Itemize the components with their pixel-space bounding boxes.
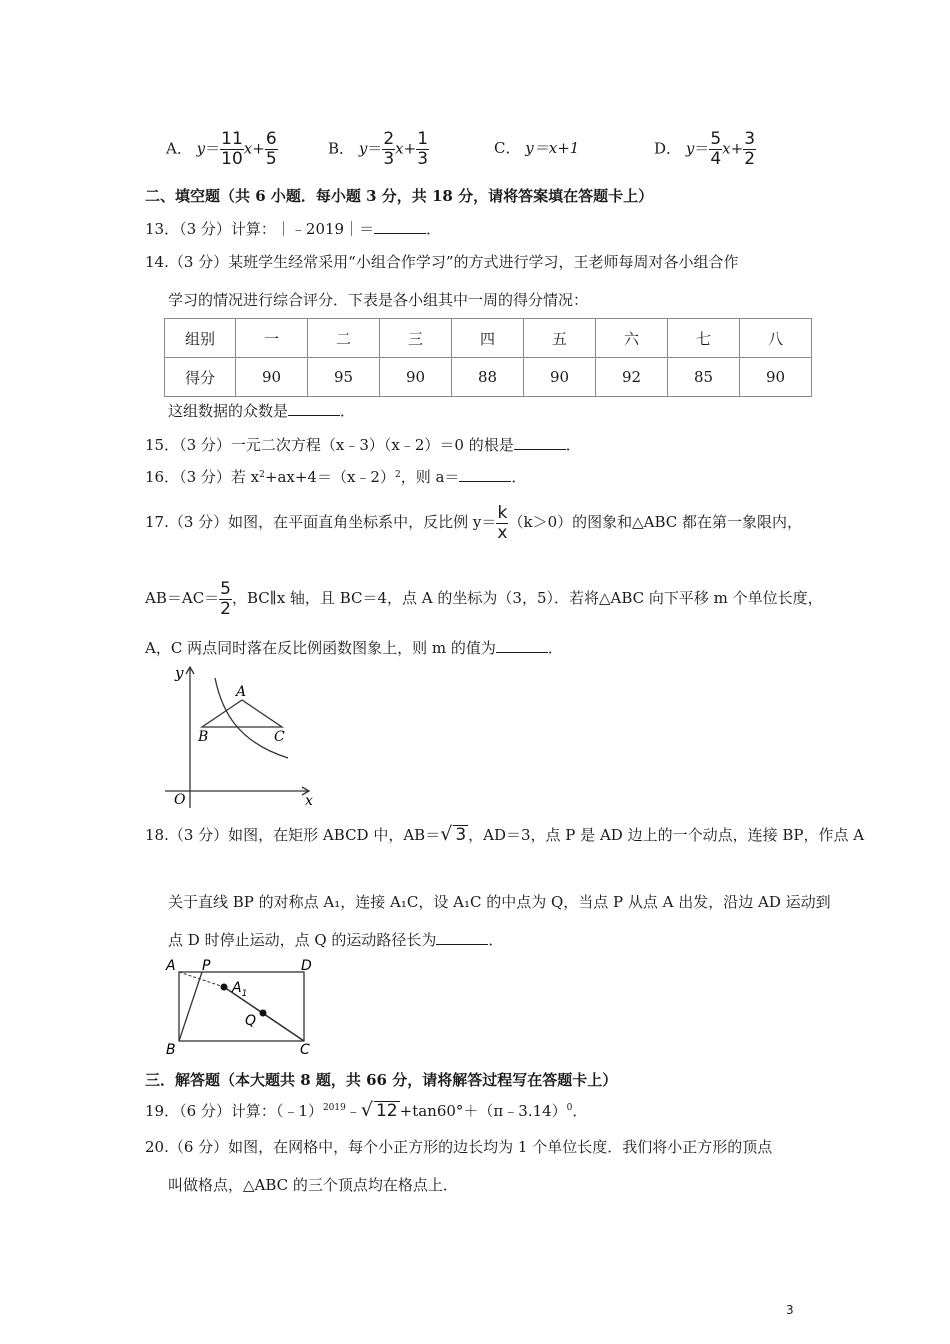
- label-c: C: [274, 729, 285, 745]
- answer-blank: [459, 467, 511, 482]
- triangle-abc: [202, 700, 282, 727]
- table-cell: 五: [524, 319, 596, 358]
- table-cell: 92: [596, 358, 668, 397]
- question-19: 19．（6 分）计算：（﹣1）$^{2019}$﹣√ 12 +tan60°＋（π﹣3.14）$^0$．: [145, 1099, 588, 1121]
- label-a: A: [166, 958, 176, 974]
- question-14-line-2: 学习的情况进行综合评分．下表是各小组其中一周的得分情况：: [168, 291, 589, 309]
- table-header-row: [165, 319, 812, 358]
- table-cell: 88: [452, 358, 524, 397]
- section-heading-fill-blank: 二、填空题（共 6 小题．每小题 3 分，共 18 分，请将答案填在答题卡上）: [145, 187, 654, 205]
- question-17-line-1: 17.（3 分）如图，在平面直角坐标系中，反比例 y＝ $\frac{k}{x}$ （k＞0）的图象和△ABC 都在第一象限内，: [145, 502, 803, 543]
- fraction: $\frac{1}{3}$: [417, 129, 429, 169]
- question-17-line-3: A，C 两点同时落在反比例函数图象上，则 m 的值为 ．: [145, 639, 563, 657]
- fraction: $\frac{k}{x}$: [497, 502, 508, 543]
- question-14-line-1: 14.（3 分）某班学生经常采用“小组合作学习”的方式进行学习，王老师每周对各小组合作: [145, 253, 739, 271]
- score-table: [164, 318, 812, 397]
- label-y: y: [175, 664, 184, 682]
- label-d: D: [301, 958, 312, 974]
- table-cell: 90: [380, 358, 452, 397]
- answer-blank: [436, 930, 488, 945]
- fraction: $\frac{5}{2}$: [220, 578, 231, 619]
- question-15: 15．（3 分）一元二次方程（x﹣3）（x﹣2）＝0 的根是 ．: [145, 436, 581, 454]
- question-18-line-2: 关于直线 BP 的对称点 A₁，连接 A₁C，设 A₁C 的中点为 Q，当点 P 从点 A 出发，沿边 AD 运动到: [168, 893, 831, 911]
- table-cell: 四: [452, 319, 524, 358]
- fraction: $\frac{3}{2}$: [744, 129, 756, 169]
- table-row: [165, 358, 812, 397]
- label-o: O: [174, 792, 186, 808]
- label-q: Q: [245, 1013, 257, 1029]
- figure-rectangle-abcd: [160, 955, 320, 1057]
- option-a: A． y＝ $\frac{11}{10}$ x+ $\frac{6}{5}$: [166, 129, 277, 169]
- label-p: P: [202, 958, 211, 974]
- radical-sign: √: [440, 823, 453, 845]
- segment-bp: [179, 972, 202, 1041]
- option-c: C． y＝x+1: [494, 139, 580, 157]
- hyperbola-curve: [215, 678, 288, 758]
- fraction: $\frac{6}{5}$: [265, 129, 277, 169]
- fraction: $\frac{11}{10}$: [221, 129, 243, 169]
- table-cell: 二: [308, 319, 380, 358]
- answer-blank: [496, 638, 548, 653]
- question-20-line-2: 叫做格点，△ABC 的三个顶点均在格点上．: [168, 1176, 458, 1194]
- fraction: $\frac{5}{4}$: [710, 129, 722, 169]
- answer-blank: [374, 219, 426, 234]
- label-a1: $A_1$: [232, 980, 248, 999]
- page-number: 3: [786, 1303, 794, 1317]
- table-cell: 90: [236, 358, 308, 397]
- label-b: B: [166, 1042, 176, 1057]
- label-b: B: [198, 729, 209, 745]
- label-a: A: [236, 684, 247, 700]
- answer-blank: [514, 435, 566, 450]
- table-cell: 六: [596, 319, 668, 358]
- option-d: D． y＝ $\frac{5}{4}$ x+ $\frac{3}{2}$: [654, 129, 756, 169]
- section-heading-solve: 三．解答题（本大题共 8 题，共 66 分，请将解答过程写在答题卡上）: [145, 1071, 618, 1089]
- table-cell: 三: [380, 319, 452, 358]
- question-13: 13．（3 分）计算：｜﹣2019｜＝ ．: [145, 220, 442, 238]
- table-cell: 八: [740, 319, 812, 358]
- radical-sign: √: [360, 1099, 373, 1121]
- figure-inverse-function: [160, 660, 320, 810]
- point-q: [260, 1010, 267, 1017]
- question-18-line-1: 18.（3 分）如图，在矩形 ABCD 中，AB＝√ 3 ，AD＝3，点 P 是 AD 边上的一个动点，连接 BP，作点 A: [145, 823, 865, 845]
- fraction: $\frac{2}{3}$: [383, 129, 395, 169]
- question-16: 16．（3 分）若 $x^2+ax+4=(x﹣2)^2$，则 a＝ ．: [145, 468, 527, 486]
- question-18-line-3: 点 D 时停止运动，点 Q 的运动路径长为 ．: [168, 931, 504, 949]
- question-17-line-2: AB＝AC＝ $\frac{5}{2}$ ，BC∥x 轴，且 BC＝4，点 A 的坐标为（3，5）．若将△ABC 向下平移 m 个单位长度，: [145, 578, 823, 619]
- table-cell: 85: [668, 358, 740, 397]
- table-cell: 得分: [165, 358, 236, 397]
- option-b: B． y＝ $\frac{2}{3}$ x+ $\frac{1}{3}$: [328, 129, 429, 169]
- table-cell: 七: [668, 319, 740, 358]
- answer-blank: [288, 401, 340, 416]
- table-cell: 90: [740, 358, 812, 397]
- label-c: C: [300, 1042, 310, 1057]
- table-cell: 一: [236, 319, 308, 358]
- table-cell: 组别: [165, 319, 236, 358]
- question-20-line-1: 20.（6 分）如图，在网格中，每个小正方形的边长均为 1 个单位长度．我们将小正方形的顶点: [145, 1138, 773, 1156]
- question-14-line-3: 这组数据的众数是 ．: [168, 402, 356, 420]
- point-a1: [221, 984, 228, 991]
- label-x: x: [305, 793, 313, 809]
- table-cell: 95: [308, 358, 380, 397]
- table-cell: 90: [524, 358, 596, 397]
